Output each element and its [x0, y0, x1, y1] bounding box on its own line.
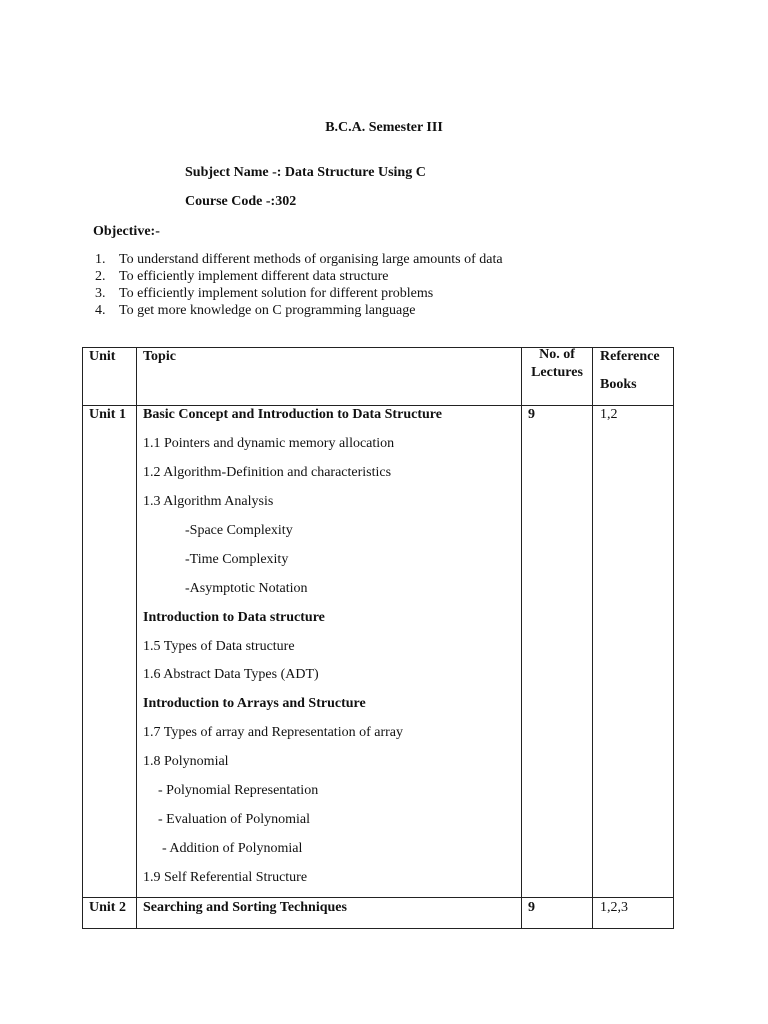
header-lectures-line1: No. of: [539, 347, 575, 362]
header-reference-line1: Reference: [600, 349, 660, 364]
topic-subitem: -Space Complexity: [185, 523, 293, 538]
topic-item: 1.1 Pointers and dynamic memory allocation: [143, 436, 395, 451]
topic-item: 1.8 Polynomial: [143, 754, 229, 769]
objective-item: 2. To efficiently implement different data structure: [95, 269, 389, 284]
objective-heading: Objective:-: [93, 224, 160, 239]
table-col-divider: [592, 347, 593, 929]
unit2-label: Unit 2: [89, 900, 126, 915]
topic-subitem: - Polynomial Representation: [158, 783, 319, 798]
header-lectures-line2: Lectures: [531, 365, 583, 380]
course-code: Course Code -:302: [185, 194, 297, 209]
table-border-right: [673, 347, 674, 929]
header-unit: Unit: [89, 349, 116, 364]
table-border-left: [82, 347, 83, 929]
unit2-references: 1,2,3: [600, 900, 628, 915]
topic-subitem: - Evaluation of Polynomial: [158, 812, 311, 827]
header-topic: Topic: [143, 349, 176, 364]
topic-subitem: -Time Complexity: [185, 552, 289, 567]
unit1-references: 1,2: [600, 407, 618, 422]
unit2-topic: Searching and Sorting Techniques: [143, 900, 347, 915]
table-header-divider: [82, 405, 674, 406]
unit1-lectures: 9: [528, 407, 535, 422]
table-col-divider: [136, 347, 137, 929]
objective-item: 4. To get more knowledge on C programming language: [95, 303, 416, 318]
objective-item: 3. To efficiently implement solution for different problems: [95, 286, 434, 301]
subject-name: Subject Name -: Data Structure Using C: [185, 165, 426, 180]
topic-heading: Introduction to Arrays and Structure: [143, 696, 366, 711]
topic-item: 1.6 Abstract Data Types (ADT): [143, 667, 319, 682]
topic-subitem: - Addition of Polynomial: [162, 841, 303, 856]
topic-heading: Basic Concept and Introduction to Data Structure: [143, 407, 442, 422]
table-border-bottom: [82, 928, 674, 929]
table-col-divider: [521, 347, 522, 929]
page-title: B.C.A. Semester III: [325, 120, 443, 135]
topic-heading: Introduction to Data structure: [143, 610, 325, 625]
topic-item: 1.9 Self Referential Structure: [143, 870, 308, 885]
header-reference-line2: Books: [600, 377, 637, 392]
topic-item: 1.3 Algorithm Analysis: [143, 494, 274, 509]
unit2-lectures: 9: [528, 900, 535, 915]
objective-list: [95, 251, 503, 319]
topic-item: 1.2 Algorithm-Definition and characteristics: [143, 465, 392, 480]
table-row-divider: [82, 897, 674, 898]
objective-item: 1. To understand different methods of organising large amounts of data: [95, 252, 503, 267]
topic-item: 1.7 Types of array and Representation of array: [143, 725, 403, 740]
unit1-label: Unit 1: [89, 407, 126, 422]
topic-item: 1.5 Types of Data structure: [143, 639, 295, 654]
topic-subitem: -Asymptotic Notation: [185, 581, 308, 596]
